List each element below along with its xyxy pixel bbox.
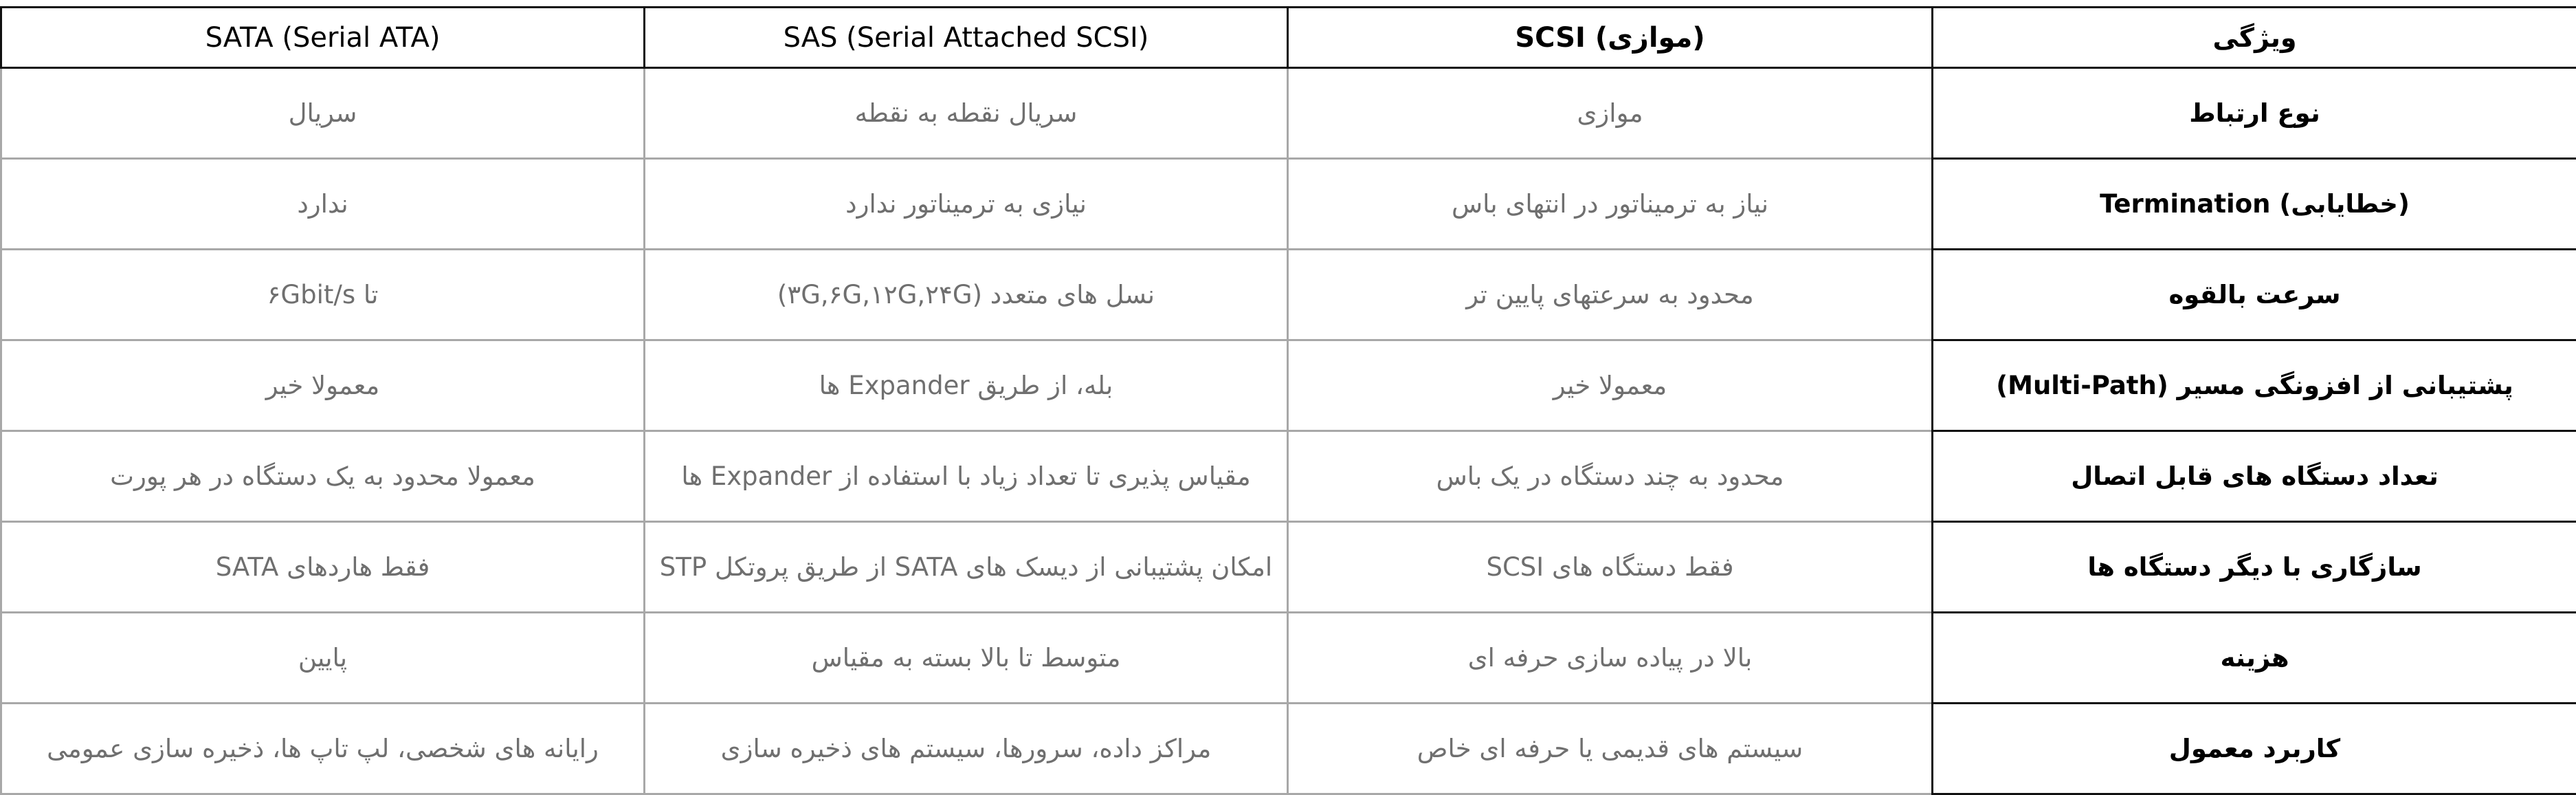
table-row (1, 340, 2576, 431)
feature-cell: نوع ارتباط (1933, 68, 2576, 159)
sata-cell: رایانه های شخصی، لپ تاپ ها، ذخیره سازی عمومی (1, 704, 645, 794)
table-row (1, 431, 2576, 522)
scsi-cell: محدود به سرعتهای پایین تر (1288, 250, 1933, 340)
feature-cell: هزینه (1933, 613, 2576, 704)
feature-cell: تعداد دستگاه های قابل اتصال (1933, 431, 2576, 522)
sata-cell: معمولا خیر (1, 340, 645, 431)
scsi-cell: نیاز به ترمیناتور در انتهای باس (1288, 159, 1933, 250)
header-sas: SAS (Serial Attached SCSI) (645, 8, 1288, 68)
sas-cell: مراکز داده، سرورها، سیستم های ذخیره سازی (645, 704, 1288, 794)
feature-cell: سرعت بالقوه (1933, 250, 2576, 340)
scsi-cell: سیستم های قدیمی یا حرفه ای خاص (1288, 704, 1933, 794)
sas-cell: متوسط تا بالا بسته به مقیاس (645, 613, 1288, 704)
header-feature: ویژگی (1933, 8, 2576, 68)
sas-cell: سریال نقطه به نقطه (645, 68, 1288, 159)
sata-cell: تا ۶Gbit/s (1, 250, 645, 340)
sata-cell: فقط هاردهای SATA (1, 522, 645, 613)
table-row (1, 613, 2576, 704)
table-row (1, 250, 2576, 340)
scsi-cell: معمولا خیر (1288, 340, 1933, 431)
feature-cell: (خطایابی) Termination (1933, 159, 2576, 250)
sas-cell: نیازی به ترمیناتور ندارد (645, 159, 1288, 250)
table-row (1, 704, 2576, 794)
feature-cell: پشتیبانی از افزونگی مسیر (Multi-Path) (1933, 340, 2576, 431)
header-sata: SATA (Serial ATA) (1, 8, 645, 68)
feature-cell: کاربرد معمول (1933, 704, 2576, 794)
scsi-cell: محدود به چند دستگاه در یک باس (1288, 431, 1933, 522)
feature-cell: سازگاری با دیگر دستگاه ها (1933, 522, 2576, 613)
sata-cell: پایین (1, 613, 645, 704)
scsi-cell: فقط دستگاه های SCSI (1288, 522, 1933, 613)
table-row (1, 522, 2576, 613)
header-row (1, 8, 2576, 68)
sas-cell: مقیاس پذیری تا تعداد زیاد با استفاده از Expander ها (645, 431, 1288, 522)
sas-cell: بله، از طریق Expander ها (645, 340, 1288, 431)
sas-cell: امکان پشتیبانی از دیسک های SATA از طریق پروتکل STP (645, 522, 1288, 613)
sas-cell: نسل های متعدد (۳G,۶G,۱۲G,۲۴G) (645, 250, 1288, 340)
scsi-cell: موازی (1288, 68, 1933, 159)
sata-cell: سریال (1, 68, 645, 159)
table-row (1, 159, 2576, 250)
scsi-cell: بالا در پیاده سازی حرفه ای (1288, 613, 1933, 704)
sata-cell: معمولا محدود به یک دستگاه در هر پورت (1, 431, 645, 522)
sata-cell: ندارد (1, 159, 645, 250)
comparison-table (0, 6, 2576, 795)
table-row (1, 68, 2576, 159)
header-scsi: (موازی) SCSI (1288, 8, 1933, 68)
